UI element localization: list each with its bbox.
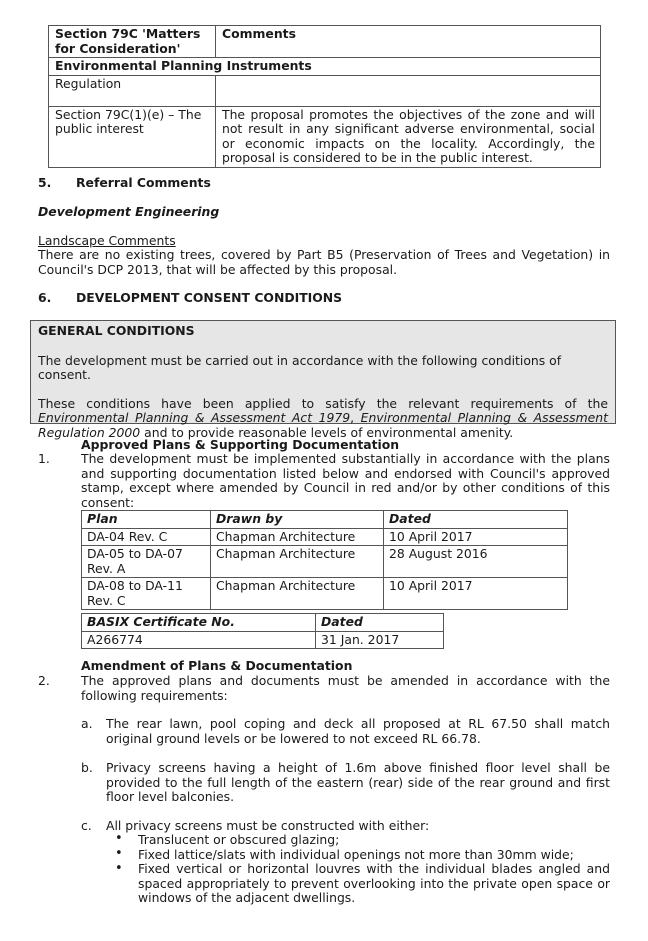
general-conditions-box bbox=[30, 320, 616, 440]
item-label: c. bbox=[81, 818, 92, 833]
subheading: Development Engineering bbox=[38, 204, 220, 219]
table-row bbox=[82, 511, 568, 529]
condition-text: The approved plans and documents must be amended in accordance with the following requirements: bbox=[81, 673, 610, 703]
table-cell: DA-08 to DA-11 Rev. C bbox=[82, 578, 211, 610]
table-row bbox=[49, 58, 601, 76]
table-cell: Chapman Architecture bbox=[211, 578, 384, 610]
landscape-text: There are no existing trees, covered by Part B5 (Preservation of Trees and Vegetation) in Council's DCP 2013, that will be affected by this proposal. bbox=[38, 247, 610, 277]
condition-text: The development must be implemented substantially in accordance with the plans and supporting documentation listed below and endorsed with Council's approved stamp, except where amended by Council in red and/or by other conditions of this consent: bbox=[81, 451, 610, 510]
section-number: 5. bbox=[38, 175, 52, 190]
item-label: b. bbox=[81, 760, 93, 775]
table-header-cell: Comments bbox=[216, 26, 601, 58]
text-run: These conditions have been applied to satisfy the relevant requirements of the bbox=[38, 395, 608, 411]
section-number: 6. bbox=[38, 290, 52, 305]
table-header-cell: Plan bbox=[82, 511, 211, 529]
table-subheader: Environmental Planning Instruments bbox=[49, 58, 601, 76]
box-paragraph bbox=[38, 397, 608, 441]
box-paragraph: The development must be carried out in accordance with the following conditions of consent. bbox=[38, 352, 562, 382]
table-cell: 10 April 2017 bbox=[384, 578, 568, 610]
bullet-icon: • bbox=[115, 831, 123, 846]
section-title: Referral Comments bbox=[76, 175, 211, 190]
regulation-title: Environmental Planning & Assessment Regulation 2000 bbox=[38, 410, 608, 440]
table-header-cell: Section 79C 'Matters for Consideration' bbox=[49, 26, 216, 58]
bullet-icon: • bbox=[115, 861, 123, 876]
table-row bbox=[49, 106, 601, 167]
table-cell: 31 Jan. 2017 bbox=[316, 631, 444, 649]
table-header-cell: Dated bbox=[316, 614, 444, 632]
box-title: GENERAL CONDITIONS bbox=[38, 323, 195, 338]
table-cell: Chapman Architecture bbox=[211, 528, 384, 546]
matters-table bbox=[48, 25, 601, 168]
text-run: , bbox=[350, 410, 361, 425]
plans-table bbox=[81, 510, 568, 610]
table-row bbox=[82, 614, 444, 632]
bullet-text: Fixed vertical or horizontal louvres with the individual blades angled and spaced appropriately to prevent overlooking into the private open space or windows of the adjacent dwellings. bbox=[138, 861, 610, 905]
bullet-icon: • bbox=[115, 846, 123, 861]
item-text: The rear lawn, pool coping and deck all proposed at RL 67.50 shall match original ground levels or be lowered to not exceed RL 66.78. bbox=[106, 716, 610, 746]
table-cell: 10 April 2017 bbox=[384, 528, 568, 546]
table-row bbox=[49, 75, 601, 106]
table-row bbox=[82, 528, 568, 546]
condition-number: 2. bbox=[38, 673, 50, 688]
item-text: All privacy screens must be constructed with either: bbox=[106, 818, 430, 833]
bullet-text: Fixed lattice/slats with individual openings not more than 30mm wide; bbox=[138, 847, 574, 862]
act-title: Environmental Planning & Assessment Act 1979 bbox=[38, 410, 351, 425]
table-cell: Regulation bbox=[49, 75, 216, 106]
table-row bbox=[82, 546, 568, 578]
item-label: a. bbox=[81, 716, 93, 731]
table-row bbox=[49, 26, 601, 58]
table-row bbox=[82, 578, 568, 610]
table-cell: Section 79C(1)(e) – The public interest bbox=[49, 106, 216, 167]
table-header-cell: Drawn by bbox=[211, 511, 384, 529]
table-cell: Chapman Architecture bbox=[211, 546, 384, 578]
table-cell: DA-05 to DA-07 Rev. A bbox=[82, 546, 211, 578]
table-row bbox=[82, 631, 444, 649]
table-header-cell: BASIX Certificate No. bbox=[82, 614, 316, 632]
section-title: DEVELOPMENT CONSENT CONDITIONS bbox=[76, 290, 343, 305]
item-text: Privacy screens having a height of 1.6m above finished floor level shall be provided to the full length of the eastern (rear) side of the rear ground and first floor level balconies. bbox=[106, 760, 610, 804]
table-cell bbox=[216, 75, 601, 106]
condition-heading: Amendment of Plans & Documentation bbox=[81, 658, 353, 673]
bullet-text: Translucent or obscured glazing; bbox=[138, 832, 340, 847]
table-cell: The proposal promotes the objectives of the zone and will not result in any significant adverse environmental, social or economic impacts on the locality. Accordingly, the proposal is considered to be in the public interest. bbox=[216, 106, 601, 167]
basix-table bbox=[81, 613, 444, 649]
condition-number: 1. bbox=[38, 451, 50, 466]
text-run: and to provide reasonable levels of environmental amenity. bbox=[140, 424, 514, 440]
landscape-label: Landscape Comments bbox=[38, 233, 176, 248]
table-cell: 28 August 2016 bbox=[384, 546, 568, 578]
table-cell: A266774 bbox=[82, 631, 316, 649]
condition-heading: Approved Plans & Supporting Documentation bbox=[81, 437, 400, 452]
table-cell: DA-04 Rev. C bbox=[82, 528, 211, 546]
table-header-cell: Dated bbox=[384, 511, 568, 529]
